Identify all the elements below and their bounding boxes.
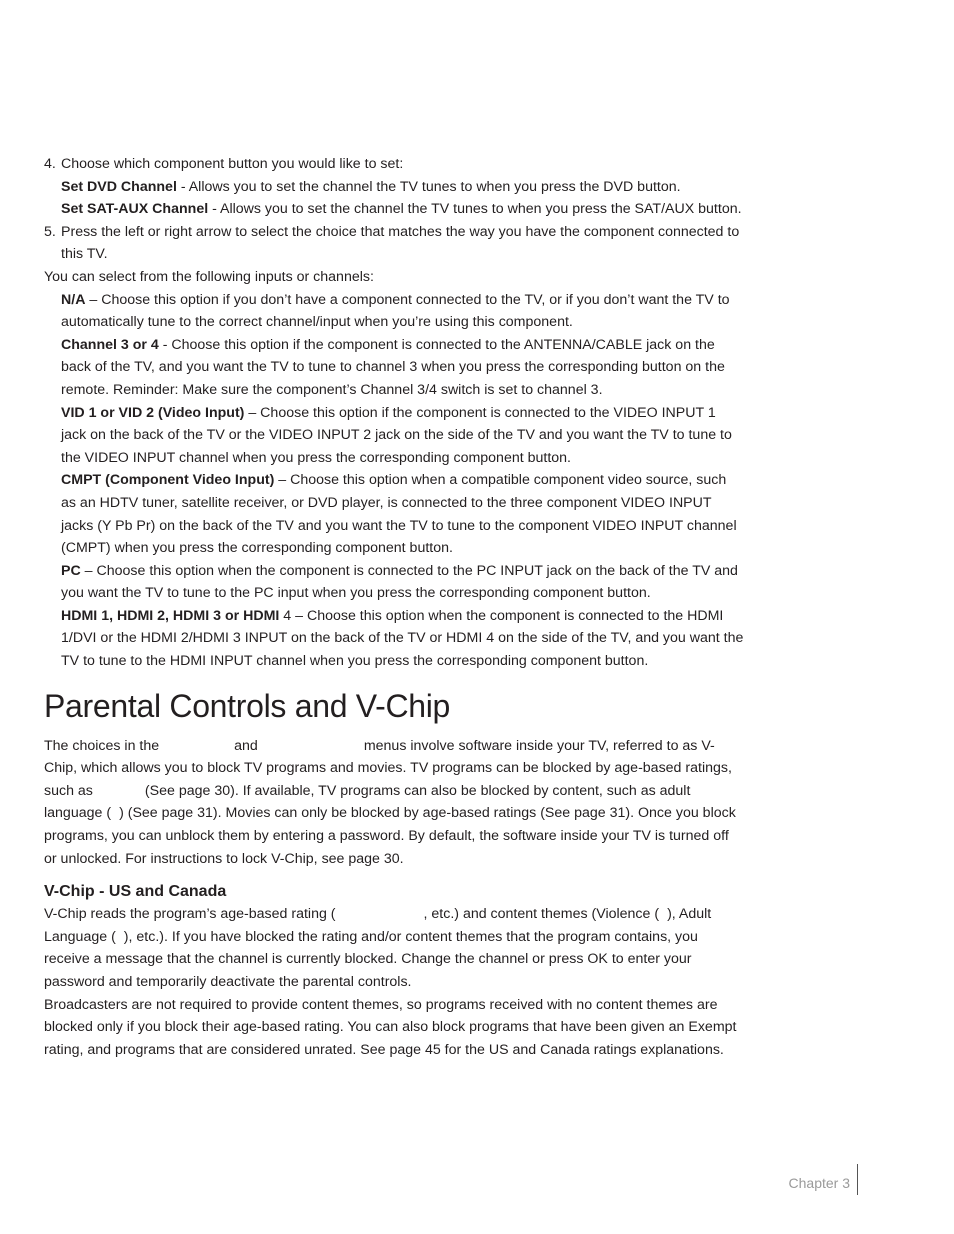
vchip-paragraph-2: Broadcasters are not required to provide content themes, so programs received with no content themes are blocked only if you block their age-based rating. You can also block programs that have been given an Exempt rating, and programs that are considered unrated. See page 45 for the US and Canada ratings explanations. [44,996,737,1058]
text-run: ), Adult Language ( [44,906,712,945]
option-vid [44,402,744,470]
parental-intro [44,735,744,871]
footer-divider [857,1164,858,1195]
step-5-text: Press the left or right arrow to select the choice that matches the way you have the component connected to this TV. [61,223,740,263]
option-term: VID 1 or VID 2 (Video Input) [61,404,245,421]
step-4-number: 4. [44,156,56,172]
step-4-text: Choose which component button you would like to set: [61,156,404,172]
option-term: CMPT (Component Video Input) [61,472,275,489]
page-content [44,153,744,1061]
text-run: , etc.) and content themes (Violence ( [423,906,660,923]
footer-chapter: Chapter 3 [788,1175,850,1191]
text-run: and [234,737,258,754]
option-desc: – Choose this option if you don’t have a component connected to the TV, or if you don’t want the TV to automatically tune to the correct channel/input when you’re using this component. [61,291,730,331]
option-na [44,289,744,334]
step-4 [44,153,744,176]
option-term: Channel 3 or 4 [61,336,159,353]
option-desc: - Allows you to set the channel the TV tunes to when you press the SAT/AUX button. [208,201,742,218]
inputs-intro: You can select from the following inputs or channels: [44,268,374,285]
option-pc [44,560,744,605]
option-term: PC [61,562,81,579]
option-desc: – Choose this option when the component is connected to the PC INPUT jack on the back of the TV and you want the TV to tune to the PC input when you press the corresponding component button. [61,562,738,602]
section-title: Parental Controls and V-Chip [44,687,451,724]
option-desc: - Choose this option if the component is connected to the ANTENNA/CABLE jack on the back of the TV, and you want the TV to tune to channel 3 when you press the corresponding button on the remote. Reminder: Make sure the component’s Channel 3/4 switch is set to channel 3. [61,336,725,398]
text-run: The choices in the [44,737,160,754]
text-run: ) (See page 31). Movies can only be blocked by age-based ratings (See page 31). Once you block programs, you can unblock them by entering a password. By default, the software inside your TV is turned off or unlocked. For instructions to lock V-Chip, see page 30. [44,805,736,867]
option-channel-3-4 [44,334,744,402]
text-run: ), etc.). If you have blocked the rating and/or content themes that the program contains, you receive a message that the channel is currently blocked. Change the channel or press OK to enter your password and temporarily deactivate the parental controls. [44,928,698,990]
option-desc: - Allows you to set the channel the TV tunes to when you press the DVD button. [176,178,681,195]
option-term: Set DVD Channel [61,178,177,195]
step-5 [44,221,744,266]
option-set-dvd [44,176,744,199]
vchip-paragraph-1 [44,903,744,993]
option-term: HDMI 1, HDMI 2, HDMI 3 or HDMI [61,607,280,624]
text-run: V-Chip reads the program’s age-based rating ( [44,906,336,923]
option-term: Set SAT-AUX Channel [61,201,209,218]
option-desc: 4 – Choose this option when the component is connected to the HDMI 1/DVI or the HDMI 2/HDMI 3 INPUT on the back of the TV or HDMI 4 on the side of the TV, and you want the TV to tune to the HDMI INPUT channel when you press the corresponding component button. [61,607,744,670]
text-run: (See page 30). If available, TV programs can also be blocked by content, such as adult language ( [44,782,691,822]
option-desc: – Choose this option when a compatible component video source, such as an HDTV tuner, satellite receiver, or DVD player, is connected to the three component VIDEO INPUT jacks (Y Pb Pr) on the back of the TV and you want the TV to tune to the component VIDEO INPUT channel (CMPT) when you press the corresponding component button. [61,472,737,557]
option-cmpt [44,469,744,559]
option-desc: – Choose this option if the component is connected to the VIDEO INPUT 1 jack on the back of the TV or the VIDEO INPUT 2 jack on the side of the TV and you want the TV to tune to the VIDEO INPUT channel when you press the corresponding component button. [61,404,732,466]
text-run: menus involve software inside your TV, referred to as V-Chip, which allows you to block TV programs and movies. TV programs can be blocked by age-based ratings, such as [44,737,732,799]
option-hdmi [44,605,744,673]
step-5-number: 5. [44,223,56,240]
option-term: N/A [61,291,86,308]
option-set-sat-aux [44,198,744,221]
subsection-title: V-Chip - US and Canada [44,883,227,901]
